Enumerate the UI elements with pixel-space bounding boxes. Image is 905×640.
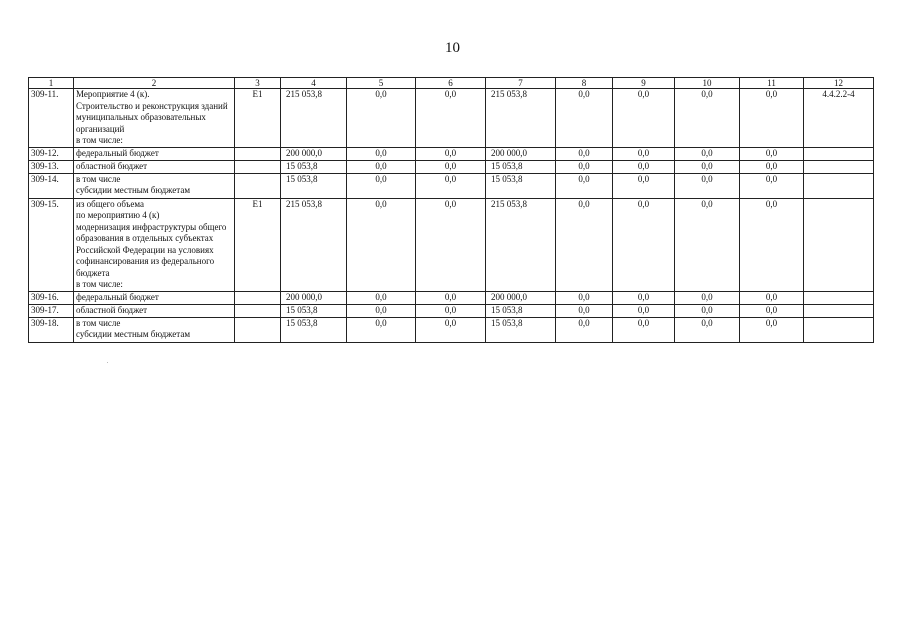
total-cell: 200 000,0 (281, 291, 347, 304)
year-value-cell: 15 053,8 (486, 317, 556, 342)
column-header: 12 (804, 78, 874, 89)
table-row (29, 291, 874, 304)
column-header: 11 (740, 78, 804, 89)
year-value-cell: 0,0 (556, 89, 613, 148)
year-value-cell: 0,0 (347, 304, 416, 317)
year-value-cell: 15 053,8 (486, 160, 556, 173)
description-cell: из общего объема по мероприятию 4 (к) модернизация инфраструктуры общего образования в отдельных субъектах Российской Федерации на условиях софинансирования из федерального бюджета в том числе: (74, 198, 235, 291)
target-indicator-cell: 4.4.2.2-4 (804, 89, 874, 148)
total-cell: 15 053,8 (281, 304, 347, 317)
total-cell: 15 053,8 (281, 160, 347, 173)
year-value-cell: 0,0 (556, 304, 613, 317)
row-number-cell: 309-12. (29, 147, 74, 160)
target-indicator-cell (804, 147, 874, 160)
table-row (29, 317, 874, 342)
description-cell: областной бюджет (74, 304, 235, 317)
table-row (29, 89, 874, 148)
column-header: 7 (486, 78, 556, 89)
year-value-cell: 0,0 (613, 173, 675, 198)
code-cell (235, 147, 281, 160)
description-cell: в том числе субсидии местным бюджетам (74, 317, 235, 342)
year-value-cell: 0,0 (613, 89, 675, 148)
target-indicator-cell (804, 173, 874, 198)
total-cell: 15 053,8 (281, 317, 347, 342)
year-value-cell: 0,0 (740, 198, 804, 291)
table-row (29, 304, 874, 317)
year-value-cell: 0,0 (347, 147, 416, 160)
description-cell: федеральный бюджет (74, 147, 235, 160)
column-header: 10 (675, 78, 740, 89)
column-header: 2 (74, 78, 235, 89)
target-indicator-cell (804, 291, 874, 304)
year-value-cell: 0,0 (740, 160, 804, 173)
year-value-cell: 0,0 (416, 198, 486, 291)
row-number-cell: 309-13. (29, 160, 74, 173)
year-value-cell: 0,0 (675, 160, 740, 173)
row-number-cell: 309-14. (29, 173, 74, 198)
table-row (29, 198, 874, 291)
description-cell: федеральный бюджет (74, 291, 235, 304)
column-header: 5 (347, 78, 416, 89)
code-cell (235, 160, 281, 173)
row-number-cell: 309-18. (29, 317, 74, 342)
year-value-cell: 0,0 (416, 173, 486, 198)
year-value-cell: 0,0 (613, 147, 675, 160)
year-value-cell: 0,0 (347, 291, 416, 304)
year-value-cell: 200 000,0 (486, 291, 556, 304)
year-value-cell: 0,0 (416, 160, 486, 173)
column-header: 8 (556, 78, 613, 89)
column-header: 3 (235, 78, 281, 89)
year-value-cell: 0,0 (416, 291, 486, 304)
year-value-cell: 15 053,8 (486, 304, 556, 317)
table-row (29, 160, 874, 173)
year-value-cell: 0,0 (740, 317, 804, 342)
code-cell (235, 304, 281, 317)
target-indicator-cell (804, 198, 874, 291)
column-header: 4 (281, 78, 347, 89)
code-cell (235, 317, 281, 342)
year-value-cell: 0,0 (556, 173, 613, 198)
target-indicator-cell (804, 160, 874, 173)
year-value-cell: 0,0 (556, 198, 613, 291)
year-value-cell: 0,0 (740, 89, 804, 148)
year-value-cell: 0,0 (613, 198, 675, 291)
description-cell: Мероприятие 4 (к). Строительство и реконструкция зданий муниципальных образовательных организаций в том числе: (74, 89, 235, 148)
year-value-cell: 0,0 (613, 291, 675, 304)
total-cell: 215 053,8 (281, 198, 347, 291)
code-cell (235, 291, 281, 304)
year-value-cell: 0,0 (613, 160, 675, 173)
year-value-cell: 0,0 (675, 173, 740, 198)
year-value-cell: 0,0 (347, 89, 416, 148)
year-value-cell: 215 053,8 (486, 198, 556, 291)
code-cell (235, 173, 281, 198)
code-cell: E1 (235, 198, 281, 291)
row-number-cell: 309-17. (29, 304, 74, 317)
year-value-cell: 0,0 (740, 291, 804, 304)
scan-speck (107, 362, 108, 363)
column-header: 9 (613, 78, 675, 89)
total-cell: 215 053,8 (281, 89, 347, 148)
total-cell: 200 000,0 (281, 147, 347, 160)
year-value-cell: 0,0 (675, 89, 740, 148)
year-value-cell: 0,0 (675, 291, 740, 304)
budget-table (28, 77, 874, 343)
header-row (29, 78, 874, 89)
table-row (29, 173, 874, 198)
year-value-cell: 0,0 (740, 173, 804, 198)
description-cell: в том числе субсидии местным бюджетам (74, 173, 235, 198)
row-number-cell: 309-15. (29, 198, 74, 291)
year-value-cell: 0,0 (556, 147, 613, 160)
year-value-cell: 0,0 (347, 160, 416, 173)
year-value-cell: 0,0 (556, 317, 613, 342)
column-header: 1 (29, 78, 74, 89)
target-indicator-cell (804, 304, 874, 317)
total-cell: 15 053,8 (281, 173, 347, 198)
page-number: 10 (445, 40, 460, 56)
year-value-cell: 0,0 (347, 317, 416, 342)
year-value-cell: 0,0 (675, 304, 740, 317)
year-value-cell: 0,0 (675, 198, 740, 291)
year-value-cell: 215 053,8 (486, 89, 556, 148)
year-value-cell: 0,0 (556, 291, 613, 304)
year-value-cell: 0,0 (613, 317, 675, 342)
row-number-cell: 309-11. (29, 89, 74, 148)
code-cell: E1 (235, 89, 281, 148)
year-value-cell: 0,0 (416, 317, 486, 342)
year-value-cell: 0,0 (347, 173, 416, 198)
year-value-cell: 0,0 (675, 147, 740, 160)
description-cell: областной бюджет (74, 160, 235, 173)
year-value-cell: 0,0 (416, 89, 486, 148)
year-value-cell: 200 000,0 (486, 147, 556, 160)
year-value-cell: 0,0 (740, 304, 804, 317)
year-value-cell: 15 053,8 (486, 173, 556, 198)
table-row (29, 147, 874, 160)
year-value-cell: 0,0 (740, 147, 804, 160)
row-number-cell: 309-16. (29, 291, 74, 304)
year-value-cell: 0,0 (675, 317, 740, 342)
year-value-cell: 0,0 (613, 304, 675, 317)
year-value-cell: 0,0 (556, 160, 613, 173)
target-indicator-cell (804, 317, 874, 342)
year-value-cell: 0,0 (416, 147, 486, 160)
year-value-cell: 0,0 (347, 198, 416, 291)
year-value-cell: 0,0 (416, 304, 486, 317)
column-header: 6 (416, 78, 486, 89)
